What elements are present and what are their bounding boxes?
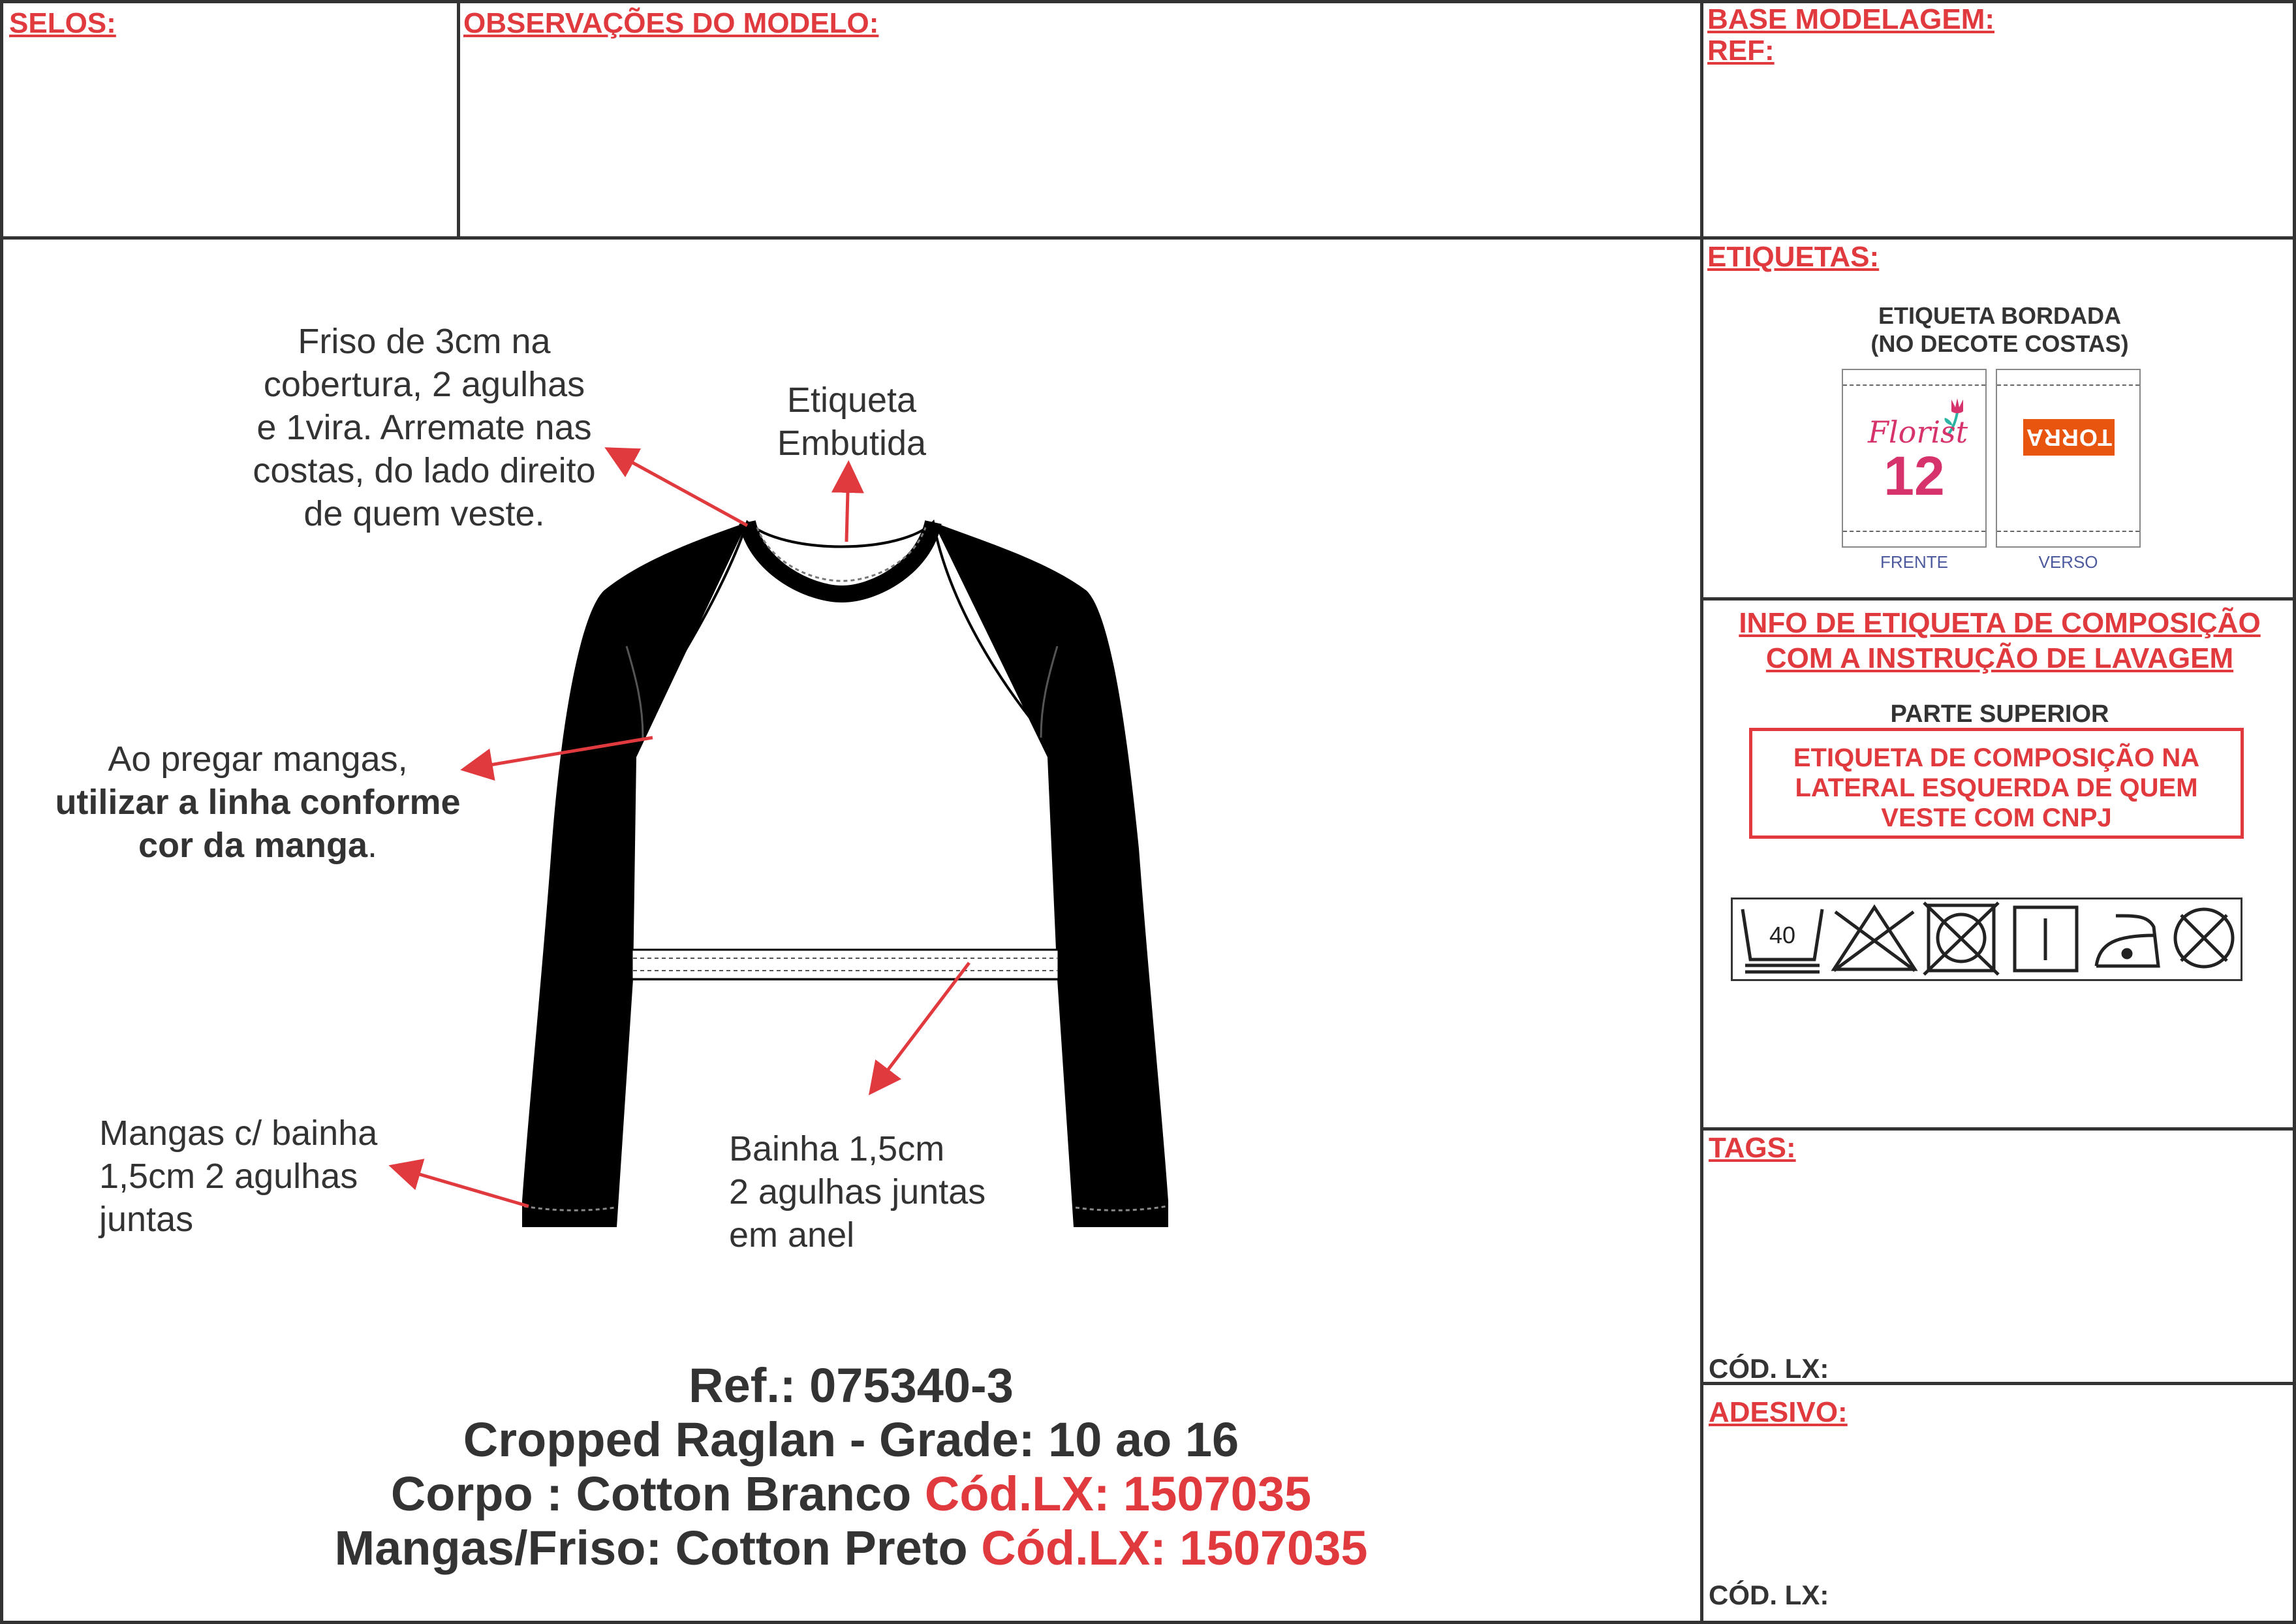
line-dry-icon [2015, 907, 2077, 971]
arrow-etiqueta [846, 467, 848, 542]
ref-heading: REF: [1707, 35, 1775, 67]
footer-model: Cropped Raglan - Grade: 10 ao 16 [463, 1413, 1239, 1467]
note-friso: Friso de 3cm na cobertura, 2 agulhas e 1vira. Arremate nas costas, do lado direito de quem veste. [253, 322, 596, 533]
composicao-heading: INFO DE ETIQUETA DE COMPOSIÇÃO COM A INSTRUÇÃO DE LAVAGEM [1739, 607, 2261, 674]
divider-composicao [1701, 1127, 2296, 1131]
label-back [1996, 369, 2141, 548]
no-tumble-dry-icon [1924, 903, 1998, 975]
adesivo-cod-lx: CÓD. LX: [1709, 1580, 1829, 1610]
selos-heading: SELOS: [9, 7, 116, 39]
brand-florist: Florist [1868, 414, 1968, 450]
hem-band [632, 950, 1059, 979]
care-symbols-strip [1731, 898, 2242, 981]
brand-torra-tag [2023, 419, 2115, 456]
brand-torra: TORRA [2025, 424, 2113, 451]
divider-etiquetas [1701, 597, 2296, 601]
size-number: 12 [1884, 445, 1945, 507]
wash-temp: 40 [1769, 922, 1796, 948]
note-mangas-pregar: Ao pregar mangas, utilizar a linha conforme cor da manga. [55, 740, 461, 865]
caption-frente: FRENTE [1880, 552, 1948, 572]
corpo-code: Cód.LX: 1507035 [924, 1467, 1312, 1521]
etiqueta-bordada-title: ETIQUETA BORDADA (NO DECOTE COSTAS) [1870, 302, 2129, 357]
footer-ref: Ref.: 075340-3 [689, 1358, 1014, 1413]
footer-mangas: Mangas/Friso: Cotton Preto Cód.LX: 1507035 [334, 1521, 1368, 1575]
tags-cod-lx: CÓD. LX: [1709, 1353, 1829, 1384]
caption-verso: VERSO [2038, 552, 2098, 572]
mangas-code: Cód.LX: 1507035 [981, 1521, 1368, 1575]
label-front [1842, 369, 1987, 548]
observacoes-heading: OBSERVAÇÕES DO MODELO: [463, 7, 879, 39]
footer-corpo: Corpo : Cotton Branco Cód.LX: 1507035 [390, 1467, 1312, 1521]
composicao-box: ETIQUETA DE COMPOSIÇÃO NA LATERAL ESQUERDA DE QUEM VESTE COM CNPJ [1749, 728, 2244, 839]
divider-selos [457, 0, 460, 238]
frame-bottom [0, 1621, 2296, 1624]
tags-heading: TAGS: [1709, 1132, 1796, 1164]
adesivo-heading: ADESIVO: [1709, 1396, 1848, 1428]
arrow-bainha [873, 963, 969, 1090]
no-bleach-icon [1834, 907, 1915, 971]
note-bainha: Bainha 1,5cm 2 agulhas juntas em anel [729, 1129, 986, 1255]
parte-superior: PARTE SUPERIOR [1890, 700, 2109, 728]
frame-right [2293, 0, 2296, 1624]
note-mangas-bainha: Mangas c/ bainha 1,5cm 2 agulhas juntas [99, 1114, 378, 1239]
iron-low-icon [2096, 916, 2158, 966]
no-dry-clean-icon [2175, 909, 2233, 967]
etiquetas-heading: ETIQUETAS: [1707, 241, 1880, 273]
base-modelagem-heading: BASE MODELAGEM: [1707, 3, 1994, 35]
note-etiqueta: Etiqueta Embutida [777, 381, 927, 463]
